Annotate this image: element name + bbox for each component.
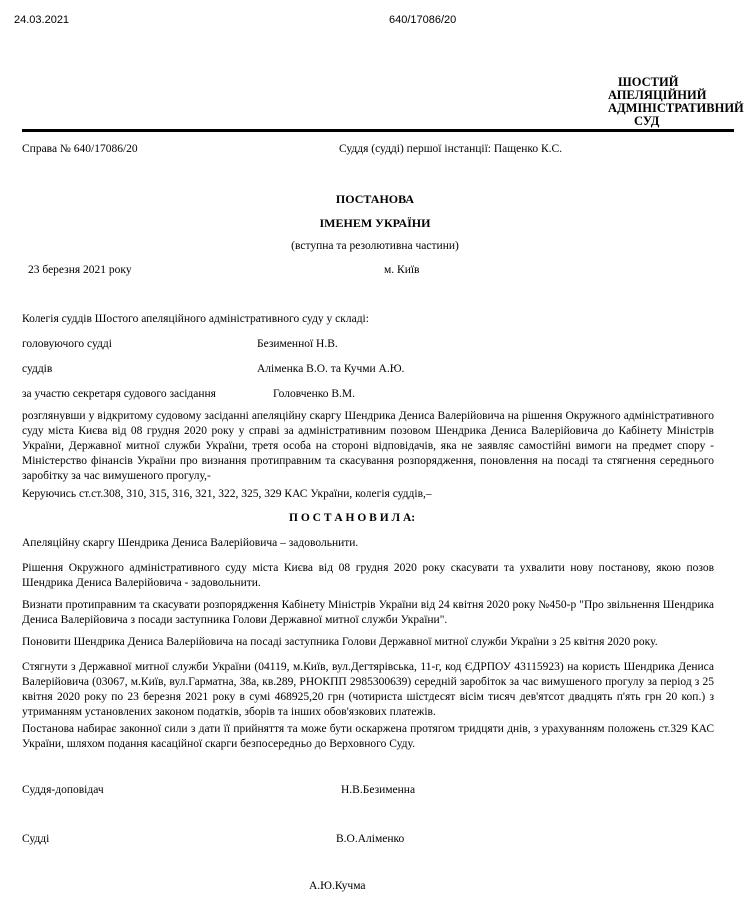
ruling-paragraph-2: Рішення Окружного адміністративного суду міста Києва від 08 грудня 2020 року скасувати та ухвалити нову постанову, якою позов Шендрика Дениса Валерійовича - задовольнити. <box>22 562 714 589</box>
considering-paragraph: розглянувши у відкритому судовому засіданні апеляційну скаргу Шендрика Дениса Валерійовича на рішення Окружного адміністративного суду міста Києва від 08 грудня 2020 року у справі за адміністративним позовом Шендрика Дениса Валерійовича до Кабінету Міністрів України, Державної митної служби України, третя особа на стороні відповідачів, яка не заявляє самостійні вимоги на предмет спору - Міністерство фінансів України про визнання протиправним та скасування розпорядження, поновлення на посаді та стягнення середнього заробітку за час вимушеного прогулу,- <box>22 410 714 482</box>
reporter-label: Суддя-доповідач <box>22 784 104 796</box>
judges-label: суддів <box>22 363 53 375</box>
case-number: Справа № 640/17086/20 <box>22 143 138 155</box>
reporter-name: Н.В.Безименна <box>341 784 416 796</box>
judge-signature-name: А.Ю.Кучма <box>309 880 366 892</box>
court-name-line: ШОСТИЙ <box>618 75 679 89</box>
ruling-paragraph-4: Поновити Шендрика Дениса Валерійовича на посаді заступника Голови Державної митної служби України з 25 квітня 2020 року. <box>22 636 658 648</box>
decision-date: 23 березня 2021 року <box>28 264 132 276</box>
presiding-name: Безименної Н.В. <box>257 338 338 350</box>
court-name-line: АПЕЛЯЦІЙНИЙ <box>608 88 707 102</box>
first-instance-judge: Суддя (судді) першої інстанції: Пащенко К.С. <box>339 143 563 155</box>
judge-signature-name: В.О.Аліменко <box>336 833 405 845</box>
resolved-heading: П О С Т А Н О В И Л А: <box>289 512 416 524</box>
judges-names: Аліменка В.О. та Кучми А.Ю. <box>257 363 405 375</box>
secretary-name: Головченко В.М. <box>273 388 356 400</box>
document-title: ПОСТАНОВА <box>335 192 415 206</box>
document-subtitle: (вступна та резолютивна частини) <box>291 240 459 252</box>
document-in-name: ІМЕНЕМ УКРАЇНИ <box>319 216 431 230</box>
secretary-label: за участю секретаря судового засідання <box>22 388 216 400</box>
ruling-paragraph-3: Визнати протиправним та скасувати розпорядження Кабінету Міністрів України від 24 квітня 2020 року №450-р "Про звільнення Шендрика Дениса Валерійовича з посади заступника Голови Державної митної служби України". <box>22 599 714 626</box>
court-name-line: СУД <box>634 114 660 128</box>
presiding-label: головуючого судді <box>22 338 112 350</box>
header-doc-number: 640/17086/20 <box>389 14 457 26</box>
ruling-paragraph-1: Апеляційну скаргу Шендрика Дениса Валерійовича – задовольнити. <box>22 537 359 549</box>
header-divider <box>22 129 734 132</box>
court-name <box>602 76 744 128</box>
court-name-line: АДМІНІСТРАТИВНИЙ <box>608 101 744 115</box>
guided-paragraph: Керуючись ст.ст.308, 310, 315, 316, 321, 322, 325, 329 КАС України, колегія суддів,– <box>22 488 432 500</box>
judges-signature-label: Судді <box>22 833 50 845</box>
decision-city: м. Київ <box>384 264 420 276</box>
ruling-paragraph-5: Стягнути з Державної митної служби України (04119, м.Київ, вул.Дегтярівська, 11-г, код ЄДРПОУ 43115923) на користь Шендрика Дениса Валерійовича (03067, м.Київ, вул.Гарматна, 38а, кв.289, РНОКПП 2985300639) середній заробіток за час вимушеного прогулу за період з 25 квітня 2020 року по 23 березня 2021 року в сумі 468925,20 грн (чотириста шістдесят вісім тисяч дев'ятсот двадцять п'ять грн 20 коп.) з утриманням установлених законом податків, зборів та інших обов'язкових платежів. <box>22 661 714 718</box>
header-date: 24.03.2021 <box>14 14 70 26</box>
panel-intro: Колегія суддів Шостого апеляційного адміністративного суду у складі: <box>22 313 369 325</box>
ruling-paragraph-6: Постанова набирає законної сили з дати її прийняття та може бути оскаржена протягом тридцяти днів, з урахуванням положень ст.329 КАС України, шляхом подання касаційної скарги безпосередньо до Верховного Суду. <box>22 723 714 750</box>
